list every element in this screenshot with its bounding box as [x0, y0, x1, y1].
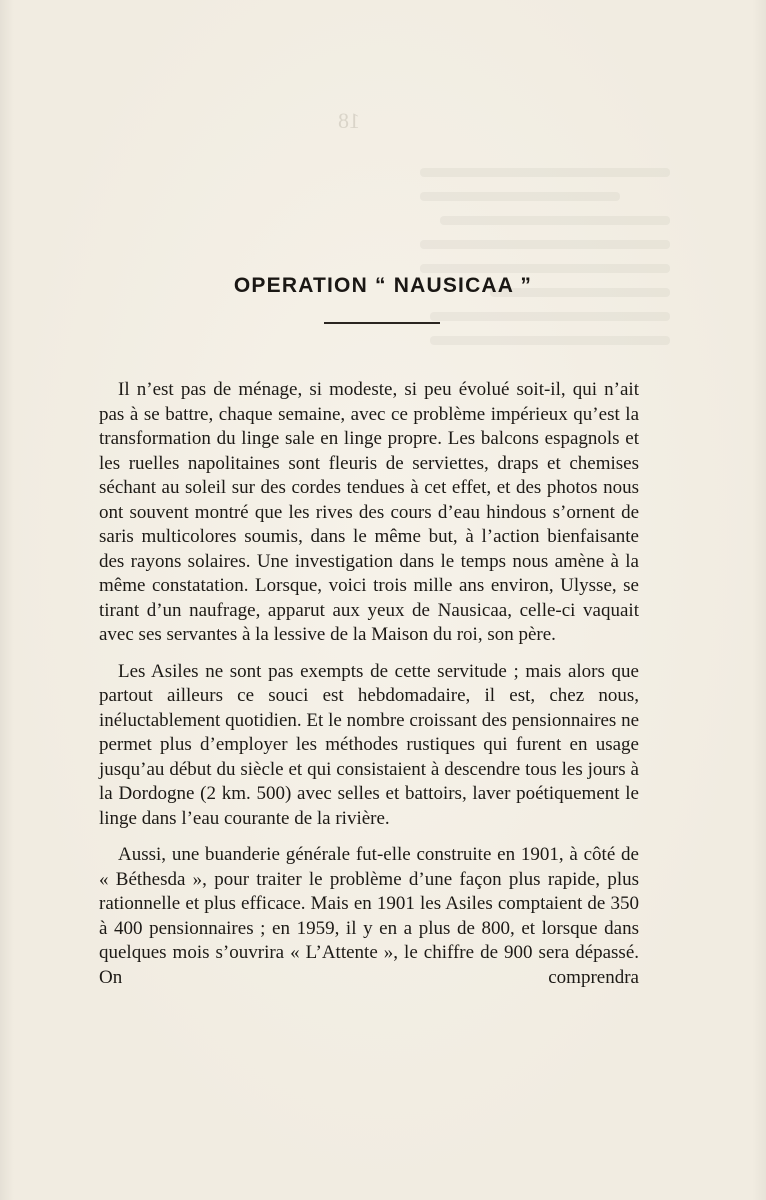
body-text — [99, 378, 639, 1002]
show-through-page-number: 18 — [338, 108, 360, 133]
title-underline-rule — [324, 322, 440, 324]
paragraph-1: Il n’est pas de ménage, si modeste, si peu évolué soit-il, qui n’ait pas à se battre, chaque semaine, avec ce problème impérieux qu’est la transformation du linge sale en linge propre. Les balcons espagnols et les ruelles napolitaines sont fleuris de serviettes, draps et chemises séchant au soleil sur des cordes tendues à cet effet, et des photos nous ont souvent montré que les rives des cours d’eau hindous s’ornent de saris multicolores soumis, dans le même but, à l’action bienfaisante des rayons solaires. Une investigation dans le temps nous amène à la même constatation. Lorsque, voici trois mille ans environ, Ulysse, se tirant d’un naufrage, apparut aux yeux de Nausicaa, celle-ci vaquait avec ses servantes à la lessive de la Maison du roi, son père. — [99, 379, 639, 645]
page-title: OPERATION “ NAUSICAA ” — [233, 274, 533, 297]
paragraph-2: Les Asiles ne sont pas exempts de cette servitude ; mais alors que partout ailleurs ce souci est hebdomadaire, il est, chez nous, inéluctablement quotidien. Et le nombre croissant des pensionnaires ne permet plus d’employer les méthodes rustiques qui furent en usage jusqu’au début du siècle et qui consistaient à descendre tous les jours à la Dordogne (2 km. 500) avec selles et battoirs, laver poétiquement le linge dans l’eau courante de la rivière. — [99, 660, 639, 829]
paragraph-3: Aussi, une buanderie générale fut-elle construite en 1901, à côté de « Béthesda », pour traiter le problème d’une façon plus rapide, plus rationnelle et plus efficace. Mais en 1901 les Asiles comptaient de 350 à 400 pensionnaires ; en 1959, il y en a plus de 800, et lorsque dans quelques mois s’ouvrira « L’Attente », le chiffre de 900 sera dépassé. On comprendra — [99, 844, 639, 988]
